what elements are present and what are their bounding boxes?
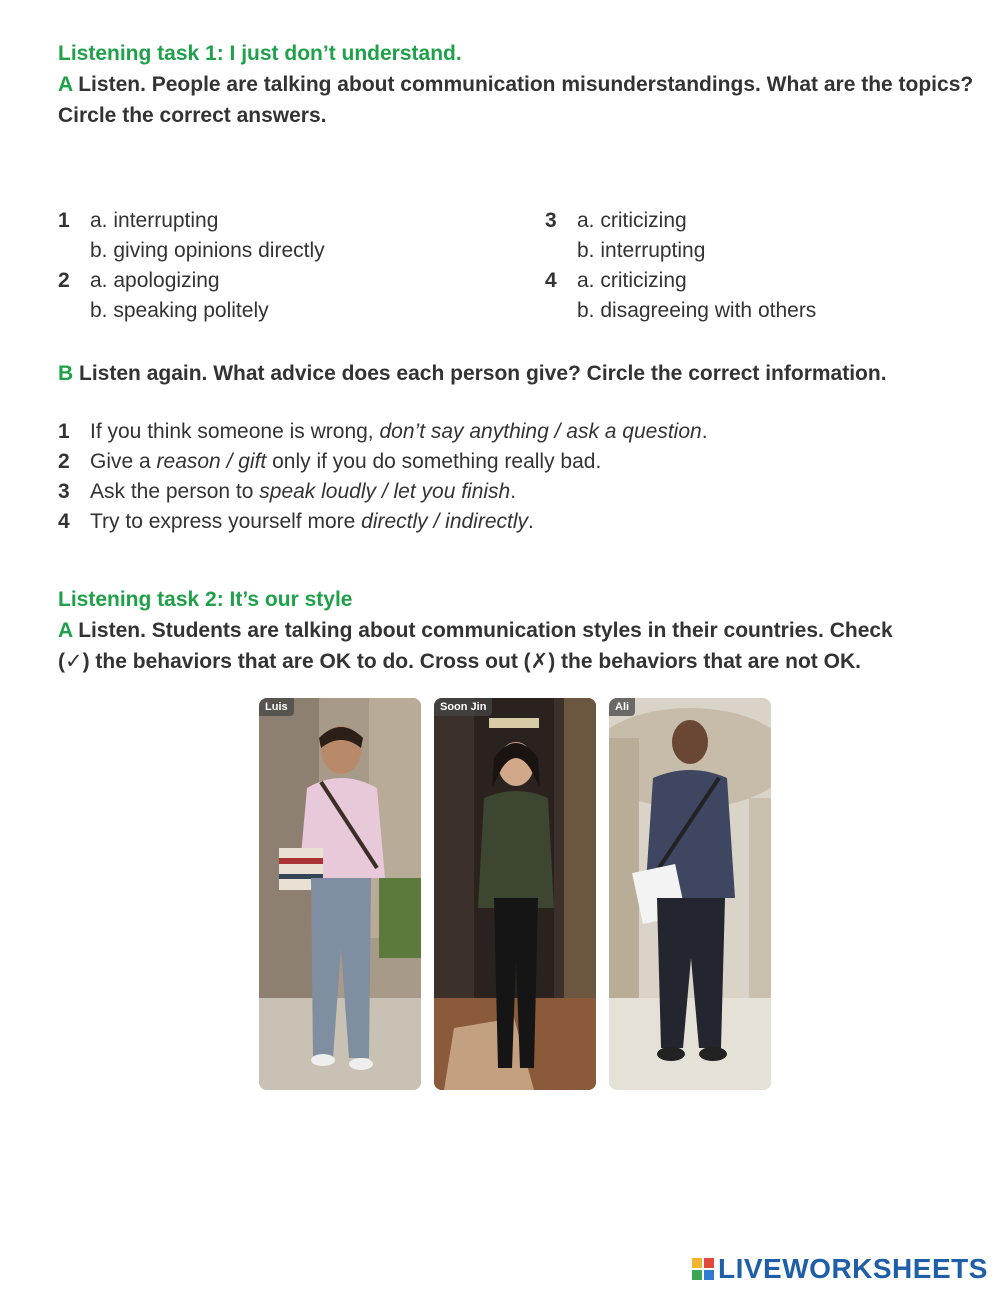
sentence-pre: Try to express yourself more	[90, 510, 362, 533]
question-1	[58, 206, 325, 266]
photo-soon-jin	[434, 698, 596, 1090]
option-a[interactable]: a. apologizing	[90, 269, 220, 292]
task2-part-a-instruction	[58, 615, 998, 677]
part-b-text: Listen again. What advice does each person give? Circle the correct information.	[79, 362, 887, 385]
task1-part-b-instruction	[58, 358, 988, 389]
question-4	[545, 266, 816, 326]
sentence-post: only if you do something really bad.	[266, 450, 602, 473]
option-a[interactable]: a. criticizing	[577, 269, 687, 292]
photo-label-luis: Luis	[259, 698, 294, 716]
sentence-post: .	[701, 420, 708, 443]
sentence-post: .	[510, 480, 517, 503]
question-number: 1	[58, 209, 70, 232]
ali-illustration	[609, 698, 771, 1090]
part-a-letter: A	[58, 619, 73, 642]
option-a[interactable]: a. criticizing	[577, 209, 687, 232]
sentence-2	[58, 447, 708, 477]
logo-text: LIVEWORKSHEETS	[718, 1253, 988, 1284]
option-b[interactable]: b. interrupting	[577, 239, 706, 262]
sentence-pre: If you think someone is wrong,	[90, 420, 380, 443]
option-a[interactable]: a. interrupting	[90, 209, 219, 232]
option-b[interactable]: b. giving opinions directly	[90, 239, 325, 262]
sentence-choice[interactable]: directly / indirectly	[361, 510, 529, 533]
task2-line-1-text: Listen. Students are talking about communication styles in their countries. Check	[78, 619, 893, 642]
sentence-number: 4	[58, 510, 70, 533]
sentence-choice[interactable]: speak loudly / let you finish	[259, 480, 511, 503]
photo-luis	[259, 698, 421, 1090]
soon-jin-illustration	[434, 698, 596, 1090]
photo-label-soon-jin: Soon Jin	[434, 698, 492, 716]
sentence-1	[58, 417, 708, 447]
question-2	[58, 266, 269, 326]
sentence-number: 3	[58, 480, 70, 503]
sentence-4	[58, 507, 708, 537]
task1-part-a-instruction	[58, 69, 978, 131]
task2-line-2: (✓) the behaviors that are OK to do. Cross out (✗) the behaviors that are not OK.	[58, 650, 861, 673]
task2-heading: Listening task 2: It’s our style	[58, 588, 353, 611]
part-b-letter: B	[58, 362, 74, 385]
sentence-list	[58, 417, 708, 537]
part-a-letter: A	[58, 73, 73, 96]
question-number: 4	[545, 269, 557, 292]
option-b[interactable]: b. speaking politely	[90, 299, 269, 322]
logo-cubes-icon	[692, 1258, 714, 1280]
sentence-pre: Ask the person to	[90, 480, 260, 503]
question-3	[545, 206, 705, 266]
luis-illustration	[259, 698, 421, 1090]
sentence-choice[interactable]: reason / gift	[156, 450, 267, 473]
sentence-post: .	[528, 510, 534, 533]
liveworksheets-logo	[692, 1254, 988, 1284]
task2-line-1	[58, 615, 998, 646]
sentence-choice[interactable]: don’t say anything / ask a question	[379, 420, 702, 443]
sentence-number: 2	[58, 450, 70, 473]
sentence-number: 1	[58, 420, 70, 443]
question-number: 2	[58, 269, 70, 292]
photo-label-ali: Ali	[609, 698, 635, 716]
part-a-text: Listen. People are talking about communication misunderstandings. What are the topics? Circle the correct answers.	[58, 73, 974, 127]
task1-heading: Listening task 1: I just don’t understand.	[58, 42, 462, 65]
sentence-pre: Give a	[90, 450, 157, 473]
sentence-3	[58, 477, 708, 507]
option-b[interactable]: b. disagreeing with others	[577, 299, 817, 322]
question-number: 3	[545, 209, 557, 232]
photo-ali	[609, 698, 771, 1090]
